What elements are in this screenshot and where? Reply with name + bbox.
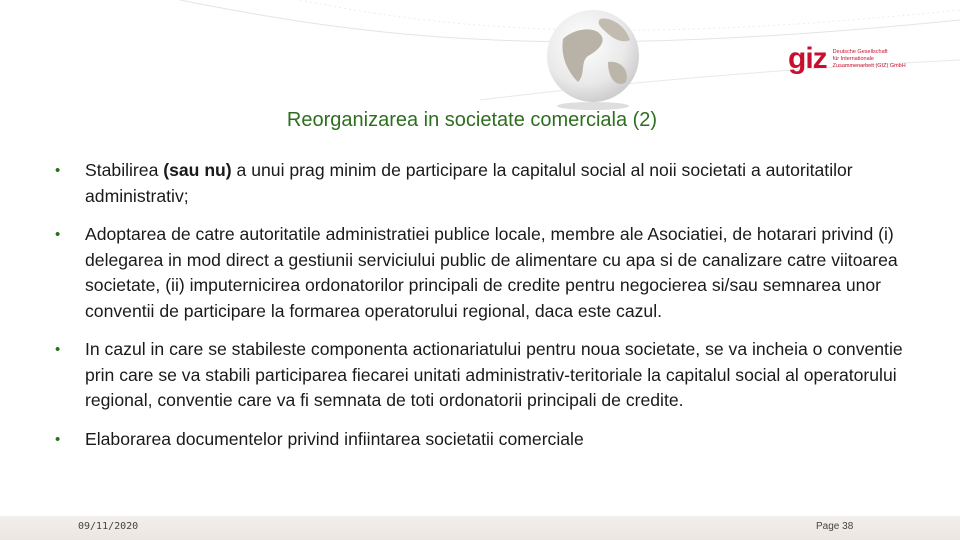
bullet-text: Adoptarea de catre autoritatile administratiei publice locale, membre ale Asociatiei, de hotarari privind (i) delegarea in mod direct a gestiunii serviciului public de alimentare cu apa si de canalizare catre viitoarea societate, (ii) imputernicirea ordonatorilor principali de credite pentru negocierea si/sau semnarea unor conventii de participare la formarea operatorului regional, daca este cazul. [85,224,898,321]
bullet-text-suffix: a unui prag minim de participare la capitalul social al noii societati a autoritatilor administrativ; [85,160,853,206]
logo-mark: giz [788,42,827,75]
bullet-text-prefix: Stabilirea [85,160,164,180]
bullet-dot: • [55,430,61,448]
bullet-text: In cazul in care se stabileste componenta actionariatului pentru noua societate, se va incheia o conventie prin care se va stabili participarea fiecarei unitati administrativ-teritoriale la capitalul social al operatorului regional, conventie care va fi semnata de toti ordonatorii principali de credite. [85,339,903,410]
logo-line: Zusammenarbeit (GIZ) GmbH [832,62,906,69]
bullet-text-bold: (sau nu) [163,160,232,180]
bullet-list [55,158,915,452]
globe-icon [538,4,648,114]
bullet-dot: • [55,226,61,243]
slide-title: Reorganizarea in societate comerciala (2) [286,109,658,131]
footer-date: 09/11/2020 [78,521,139,532]
logo-text [833,49,925,70]
bullet-item [55,222,915,324]
logo-line: für Internationale [832,55,874,62]
bullet-item [55,427,915,453]
bullet-text: Elaborarea documentelor privind infiintarea societatii comerciale [85,428,584,449]
bullet-dot: • [55,341,61,358]
bullet-dot: • [55,162,61,179]
page-number: Page 38 [816,521,854,532]
logo-line: Deutsche Gesellschaft [832,48,888,55]
giz-logo [788,44,925,74]
bullet-item [55,337,915,414]
bullet-item [55,158,915,209]
